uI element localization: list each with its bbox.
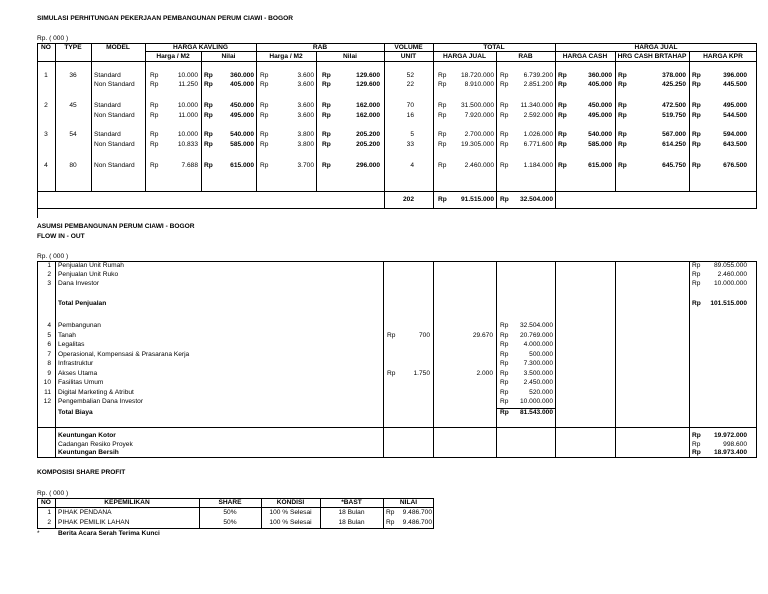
kavling-harga-m2: 7.688 [181,162,198,169]
total-harga-jual: 7.920.000 [464,112,494,119]
kavling-nilai: 585.000 [230,141,254,148]
rp-sign: Rp [618,72,627,79]
rp-sign: Rp [500,398,509,405]
rab-harga-m2: 3.800 [297,131,314,138]
row-no: 1 [47,262,51,269]
col-kepemilikan: KEPEMILIKAN [104,499,150,506]
outflow-value: 3.500.000 [523,369,553,377]
rp-sign: Rp [500,141,509,148]
rp-sign: Rp [500,409,509,416]
harga-cash: 450.000 [588,102,612,109]
inflow-value: 10.000.000 [713,280,747,287]
rab-harga-m2: 3.600 [297,72,314,79]
rp-sign: Rp [322,81,331,88]
outflow-value: 32.504.000 [519,322,553,329]
harga-cash: 360.000 [588,72,612,79]
keuntungan-bersih-label: Keuntungan Bersih [58,449,119,456]
outflow-label: Pembangunan [58,322,101,329]
harga-kpr: 594.000 [723,131,747,138]
col-no: NO [41,44,51,51]
row-no: 4 [47,322,51,329]
row-no: 5 [47,331,51,339]
rp-sign: Rp [500,379,509,386]
col-kondisi: KONDISI [276,499,305,506]
total-harga-jual: 91.515.000 [460,196,494,203]
outflow-label: Fasilitas Umum [58,379,104,386]
harga-kpr: 396.000 [723,72,747,79]
kavling-harga-m2: 10.000 [177,72,198,79]
outflow-value: 500.000 [529,350,553,358]
rp-sign: Rp [204,102,213,109]
rp-sign: Rp [260,162,269,169]
volume-unit: 52 [406,72,414,79]
rp-sign: Rp [150,131,159,138]
outflow-label: Pengembalian Dana Investor [58,398,144,405]
rab-nilai: 296.000 [356,162,380,169]
col-nilai: NILAI [399,499,418,506]
inflow-value: 89.055.000 [713,262,747,269]
rp-sign: Rp [558,72,567,79]
total-harga-jual: 19.305.000 [460,141,494,148]
kavling-harga-m2: 10.000 [177,102,198,109]
rp-sign: Rp [618,112,627,119]
row-no: 10 [43,379,51,386]
col-model: MODEL [106,44,130,51]
col-volume: VOLUME [394,44,423,51]
rp-sign: Rp [260,131,269,138]
row-model: Standard [94,72,121,79]
rp-sign: Rp [204,141,213,148]
col-kpr: HARGA KPR [703,53,743,60]
bast: 18 Bulan [338,509,365,516]
col-bast: *BAST [341,499,362,506]
inflow-label: Dana Investor [58,280,100,287]
outflow-unit-price: 1.750 [413,369,430,377]
outflow-label: Akses Utama [58,369,98,377]
rp-sign: Rp [438,162,447,169]
rab-nilai: 162.000 [356,112,380,119]
kepemilikan: PIHAK PENDANA [58,509,112,516]
row-no: 4 [44,162,48,169]
rp-sign: Rp [150,141,159,148]
row-no: 9 [47,369,51,377]
harga-cash-bertahap: 472.500 [662,102,686,109]
harga-kpr: 676.500 [723,162,747,169]
rp-sign: Rp [692,449,701,456]
rp-sign: Rp [260,141,269,148]
cadangan-value: 998.600 [723,441,747,448]
rp-sign: Rp [692,280,701,287]
harga-cash-bertahap: 425.250 [662,81,686,88]
col-rab-hm2: Harga / M2 [269,53,303,60]
total-harga-jual: 31.500.000 [460,102,494,109]
rp-sign: Rp [322,102,331,109]
col-total: TOTAL [483,44,505,51]
rab-nilai: 129.600 [356,81,380,88]
harga-cash-bertahap: 519.750 [662,112,686,119]
rp-sign: Rp [692,141,701,148]
rp-sign: Rp [500,369,509,377]
rp-sign: Rp [387,369,396,377]
kavling-harga-m2: 10.833 [177,141,198,148]
kavling-harga-m2: 10.000 [177,131,198,138]
col-rab: RAB [312,44,328,51]
total-harga-jual: 8.910.000 [464,81,494,88]
total-rab: 11.340.000 [520,102,553,109]
rp-sign: Rp [322,72,331,79]
keuntungan-bersih-value: 18.973.400 [713,449,747,456]
main-title: SIMULASI PERHITUNGAN PEKERJAAN PEMBANGUNAN PERUM CIAWI - BOGOR [37,15,294,22]
rp-sign: Rp [500,81,509,88]
volume-unit: 70 [406,102,414,109]
col-brtahap: HRG CASH BRTAHAP [617,53,687,60]
rp-sign: Rp [500,196,509,203]
rp-sign: Rp [692,162,701,169]
rp-sign: Rp [150,102,159,109]
kavling-nilai: 495.000 [230,112,254,119]
rab-nilai: 205.200 [356,141,380,148]
rab-nilai: 162.000 [356,102,380,109]
outflow-label: Legalitas [58,341,85,348]
outflow-value: 520.000 [529,388,553,396]
col-total-hj: HARGA JUAL [443,53,486,60]
rp-sign: Rp [150,81,159,88]
outflow-quantity: 29.670 [472,331,493,339]
row-no: 7 [47,350,51,358]
rp-sign: Rp [558,162,567,169]
harga-kpr: 495.000 [723,102,747,109]
share: 50% [223,509,237,516]
rp-sign: Rp [618,162,627,169]
rp-sign: Rp [692,262,701,269]
col-no: NO [41,499,51,506]
kavling-nilai: 360.000 [230,72,254,79]
volume-unit: 33 [406,141,414,148]
volume-unit: 16 [406,112,414,119]
keuntungan-kotor-value: 19.972.000 [713,432,747,439]
total-rab: 6.771.600 [523,141,553,148]
outflow-label: Tanah [58,331,76,339]
rp-sign: Rp [618,102,627,109]
rab-harga-m2: 3.700 [297,162,314,169]
rp-sign: Rp [322,131,331,138]
kepemilikan: PIHAK PEMILIK LAHAN [58,519,130,526]
outflow-label: Digital Marketing & Atribut [58,388,134,396]
outflow-label: Infrastruktur [58,360,94,367]
total-rab: 2.851.200 [523,81,553,88]
row-no: 2 [47,271,51,278]
rab-harga-m2: 3.600 [297,112,314,119]
rp-sign: Rp [692,112,701,119]
rp-sign: Rp [260,102,269,109]
row-no: 2 [47,519,51,526]
row-no: 1 [47,509,51,516]
rp-sign: Rp [322,112,331,119]
outflow-value: 20.769.000 [519,331,553,339]
rp-sign: Rp [150,72,159,79]
harga-cash-bertahap: 567.000 [662,131,686,138]
kavling-nilai: 405.000 [230,81,254,88]
row-type: 45 [69,102,77,109]
rp-sign: Rp [438,112,447,119]
harga-cash: 615.000 [588,162,612,169]
total-biaya-label: Total Biaya [58,409,93,416]
kondisi: 100 % Selesai [269,519,312,526]
outflow-value: 2.450.000 [523,379,553,386]
rp-sign: Rp [558,131,567,138]
rp-sign: Rp [438,141,447,148]
rp-sign: Rp [204,72,213,79]
total-harga-jual: 18.720.000 [460,72,494,79]
rp-sign: Rp [150,112,159,119]
inflow-value: 2.460.000 [717,271,747,278]
total-rab: 1.026.000 [523,131,553,138]
rp-sign: Rp [618,131,627,138]
rp-sign: Rp [500,360,509,367]
row-model: Standard [94,102,121,109]
outflow-unit-price: 700 [418,331,430,339]
harga-kpr: 544.500 [723,112,747,119]
section-title-flow: FLOW IN - OUT [37,233,85,240]
kondisi: 100 % Selesai [269,509,312,516]
rp-sign: Rp [387,331,396,339]
rp-sign: Rp [500,341,509,348]
row-type: 54 [69,131,77,138]
outflow-quantity: 2.000 [476,369,493,377]
unit-label-3: Rp. ( 000 ) [37,490,69,497]
rp-sign: Rp [692,441,701,448]
kavling-nilai: 615.000 [230,162,254,169]
rp-sign: Rp [558,112,567,119]
bast: 18 Bulan [338,519,365,526]
volume-unit: 22 [406,81,414,88]
rp-sign: Rp [386,519,395,526]
harga-cash-bertahap: 614.250 [662,141,686,148]
row-no: 11 [44,388,51,396]
unit-label-2: Rp. ( 000 ) [37,253,69,260]
rp-sign: Rp [500,388,509,396]
col-unit: UNIT [400,53,417,60]
outflow-value: 10.000.000 [519,398,553,405]
rp-sign: Rp [438,131,447,138]
inflow-label: Penjualan Unit Ruko [58,271,119,278]
outflow-value: 7.300.000 [523,360,553,367]
row-no: 6 [47,341,51,348]
total-rab: 6.739.200 [523,72,553,79]
rp-sign: Rp [438,81,447,88]
row-no: 2 [44,102,48,109]
col-kav-hm2: Harga / M2 [156,53,190,60]
rp-sign: Rp [618,81,627,88]
rp-sign: Rp [150,162,159,169]
row-type: 36 [69,72,77,79]
rp-sign: Rp [260,72,269,79]
share: 50% [223,519,237,526]
outflow-value: 4.000.000 [523,341,553,348]
rp-sign: Rp [692,102,701,109]
col-kav-nilai: Nilai [221,53,236,60]
rp-sign: Rp [204,112,213,119]
rp-sign: Rp [438,102,447,109]
note-star: * [37,530,40,537]
harga-cash: 495.000 [588,112,612,119]
row-no: 3 [47,280,51,287]
rp-sign: Rp [692,131,701,138]
rp-sign: Rp [260,112,269,119]
harga-cash: 405.000 [588,81,612,88]
harga-cash-bertahap: 378.000 [662,72,686,79]
rp-sign: Rp [500,162,509,169]
keuntungan-kotor-label: Keuntungan Kotor [58,432,116,439]
row-model: Non Standard [94,81,135,88]
rp-sign: Rp [500,350,509,358]
row-type: 80 [69,162,77,169]
unit-label: Rp. ( 000 ) [37,35,69,42]
row-no: 3 [44,131,48,138]
rab-harga-m2: 3.800 [297,141,314,148]
section-title-share: KOMPOSISI SHARE PROFIT [37,469,126,476]
outflow-label: Operasional, Kompensasi & Prasarana Kerja [58,350,190,358]
col-total-rab: RAB [518,53,533,60]
rp-sign: Rp [438,196,447,203]
note-bast: Berita Acara Serah Terima Kunci [58,530,160,537]
total-rab: 1.184.000 [523,162,553,169]
row-no: 12 [43,398,51,405]
col-share: SHARE [218,499,242,506]
harga-cash-bertahap: 645.750 [662,162,686,169]
rab-harga-m2: 3.600 [297,81,314,88]
rp-sign: Rp [692,72,701,79]
rp-sign: Rp [204,81,213,88]
harga-kpr: 445.500 [723,81,747,88]
harga-cash: 540.000 [588,131,612,138]
total-biaya-value: 81.543.000 [519,409,553,416]
rp-sign: Rp [260,81,269,88]
row-model: Non Standard [94,162,135,169]
row-no: 1 [44,72,48,79]
volume-unit: 4 [410,162,414,169]
rp-sign: Rp [204,162,213,169]
total-penjualan-label: Total Penjualan [58,300,107,307]
col-type: TYPE [64,44,82,51]
row-no: 8 [47,360,51,367]
rp-sign: Rp [500,131,509,138]
col-harga-jual: HARGA JUAL [634,44,678,51]
rp-sign: Rp [558,141,567,148]
cadangan-label: Cadangan Resiko Proyek [58,441,133,448]
rp-sign: Rp [322,141,331,148]
rab-nilai: 129.600 [356,72,380,79]
rab-nilai: 205.200 [356,131,380,138]
rp-sign: Rp [558,81,567,88]
total-harga-jual: 2.460.000 [464,162,494,169]
rp-sign: Rp [692,271,701,278]
col-rab-nilai: Nilai [343,53,357,60]
inflow-label: Penjualan Unit Rumah [58,262,124,269]
section-title-asumsi: ASUMSI PEMBANGUNAN PERUM CIAWI - BOGOR [37,223,195,230]
row-model: Non Standard [94,141,135,148]
rp-sign: Rp [500,331,509,339]
nilai: 9.486.700 [402,509,432,516]
harga-kpr: 643.500 [723,141,747,148]
rp-sign: Rp [500,322,509,329]
volume-unit: 5 [410,131,414,138]
total-volume: 202 [402,196,414,203]
rp-sign: Rp [558,102,567,109]
rp-sign: Rp [322,162,331,169]
kavling-harga-m2: 11.250 [178,81,198,88]
kavling-nilai: 540.000 [230,131,254,138]
col-harga-kavling: HARGA KAVLING [173,44,228,51]
total-rab: 2.592.000 [523,112,553,119]
rp-sign: Rp [500,102,509,109]
total-penjualan-value: 101.515.000 [710,300,747,307]
rp-sign: Rp [692,432,701,439]
rp-sign: Rp [692,81,701,88]
rab-harga-m2: 3.600 [297,102,314,109]
total-harga-jual: 2.700.000 [464,131,494,138]
total-rab: 32.504.000 [519,196,553,203]
row-model: Standard [94,131,121,138]
rp-sign: Rp [438,72,447,79]
nilai: 9.486.700 [402,519,432,526]
rp-sign: Rp [386,509,395,516]
col-cash: HARGA CASH [562,53,608,60]
kavling-harga-m2: 11.000 [178,112,198,119]
rp-sign: Rp [204,131,213,138]
rp-sign: Rp [500,112,509,119]
rp-sign: Rp [618,141,627,148]
row-model: Non Standard [94,112,135,119]
kavling-nilai: 450.000 [230,102,254,109]
rp-sign: Rp [692,300,701,307]
rp-sign: Rp [500,72,509,79]
harga-cash: 585.000 [588,141,612,148]
